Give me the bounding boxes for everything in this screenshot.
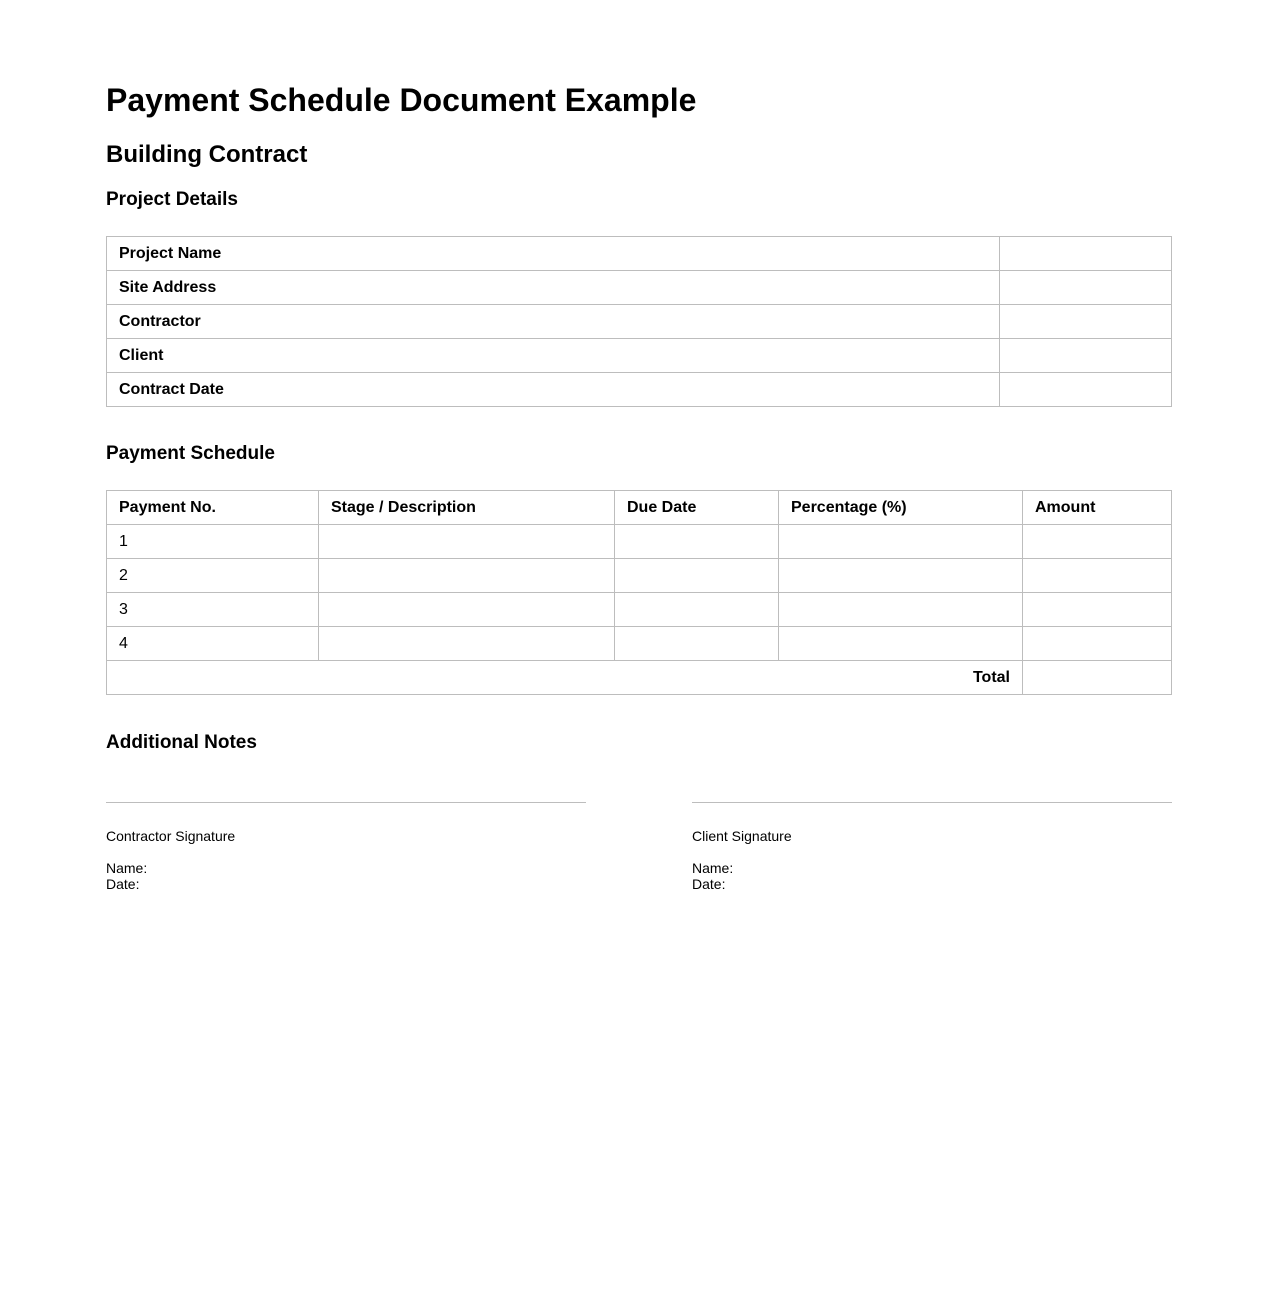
field-value[interactable] [1000,305,1172,339]
table-cell[interactable] [779,593,1023,627]
field-value[interactable] [1000,237,1172,271]
contractor-signature-block [106,802,586,892]
date-label: Date: [106,876,140,892]
table-row [107,373,1172,407]
payment-number-cell: 4 [107,627,319,661]
table-cell[interactable] [319,559,615,593]
total-row [107,661,1172,695]
table-row [107,627,1172,661]
signature-line[interactable] [106,802,586,803]
client-signature-block [692,802,1172,892]
table-cell[interactable] [779,525,1023,559]
table-row [107,559,1172,593]
field-label: Contractor [107,305,1000,339]
table-cell[interactable] [1023,627,1172,661]
signature-line[interactable] [692,802,1172,803]
field-label: Project Name [107,237,1000,271]
table-cell[interactable] [1023,559,1172,593]
signature-label: Contractor Signature [106,828,236,844]
field-label: Client [107,339,1000,373]
field-value[interactable] [1000,339,1172,373]
table-row [107,237,1172,271]
total-label: Total [107,661,1023,695]
table-cell[interactable] [779,559,1023,593]
field-value[interactable] [1000,373,1172,407]
table-cell[interactable] [1023,525,1172,559]
table-cell[interactable] [319,593,615,627]
payment-number-cell: 1 [107,525,319,559]
document-title: Payment Schedule Document Example [106,82,697,118]
table-cell[interactable] [1023,593,1172,627]
field-label: Site Address [107,271,1000,305]
payment-number-cell: 3 [107,593,319,627]
column-header: Amount [1023,491,1172,525]
name-label: Name: [692,860,734,876]
table-cell[interactable] [615,627,779,661]
column-header: Stage / Description [319,491,615,525]
additional-notes-heading: Additional Notes [106,732,257,753]
table-row [107,593,1172,627]
project-details-table [106,236,1172,407]
table-cell[interactable] [319,627,615,661]
table-cell[interactable] [779,627,1023,661]
table-row [107,271,1172,305]
payment-number-cell: 2 [107,559,319,593]
document-subtitle: Building Contract [106,141,308,168]
payment-schedule-heading: Payment Schedule [106,443,275,464]
table-cell[interactable] [615,525,779,559]
table-row [107,305,1172,339]
payment-schedule-table [106,490,1172,695]
table-row [107,525,1172,559]
column-header: Due Date [615,491,779,525]
field-label: Contract Date [107,373,1000,407]
table-cell[interactable] [319,525,615,559]
project-details-heading: Project Details [106,189,238,210]
column-header: Percentage (%) [779,491,1023,525]
table-cell[interactable] [615,593,779,627]
total-value[interactable] [1023,661,1172,695]
name-label: Name: [106,860,148,876]
table-cell[interactable] [615,559,779,593]
table-header-row [107,491,1172,525]
column-header: Payment No. [107,491,319,525]
field-value[interactable] [1000,271,1172,305]
date-label: Date: [692,876,726,892]
signature-label: Client Signature [692,828,792,844]
table-row [107,339,1172,373]
